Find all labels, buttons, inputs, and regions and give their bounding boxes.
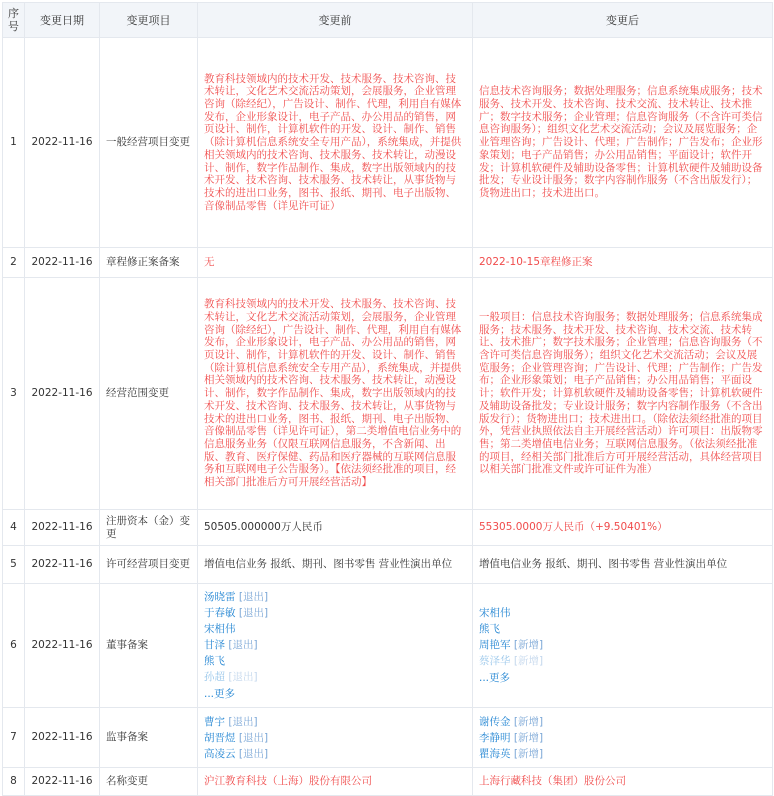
person-list xyxy=(479,605,766,669)
row-after xyxy=(473,510,773,546)
person-list xyxy=(204,589,466,685)
table-row xyxy=(3,278,773,510)
table-row xyxy=(3,708,773,768)
row-before: 增值电信业务 报纸、期刊、图书零售 营业性演出单位 xyxy=(198,546,473,584)
table-row xyxy=(3,510,773,546)
row-before xyxy=(198,708,473,768)
more-link[interactable]: ...更多 xyxy=(204,687,236,700)
row-item: 经营范围变更 xyxy=(100,278,198,510)
row-date: 2022-11-16 xyxy=(25,708,100,768)
row-date: 2022-11-16 xyxy=(25,768,100,796)
header-date: 变更日期 xyxy=(25,3,100,38)
person-link[interactable]: 宋相伟 xyxy=(204,622,236,635)
table-row xyxy=(3,768,773,796)
person-link[interactable]: 高凌云 [退出] xyxy=(204,747,269,760)
person-link[interactable]: 熊飞 xyxy=(479,622,500,635)
row-seq: 3 xyxy=(3,278,25,510)
row-date: 2022-11-16 xyxy=(25,546,100,584)
row-before xyxy=(198,584,473,708)
header-before: 变更前 xyxy=(198,3,473,38)
row-item: 董事备案 xyxy=(100,584,198,708)
before-text: 沪江教育科技（上海）股份有限公司 xyxy=(204,775,372,788)
row-seq: 8 xyxy=(3,768,25,796)
person-link[interactable]: 汤晓雷 [退出] xyxy=(204,590,269,603)
row-date: 2022-11-16 xyxy=(25,278,100,510)
row-after xyxy=(473,248,773,278)
person-link[interactable]: 瞿海英 [新增] xyxy=(479,747,544,760)
row-before xyxy=(198,768,473,796)
after-text: 上海行藏科技（集团）股份公司 xyxy=(479,775,626,788)
row-seq: 5 xyxy=(3,546,25,584)
row-after xyxy=(473,768,773,796)
before-text: 教育科技领域内的技术开发、技术服务、技术咨询、技术转让，文化艺术交流活动策划，会展服务，企业管理咨询（除经纪），广告设计、制作、代理，利用自有媒体发布，企业形象设计，电子产品、办公用品的销售，网页设计、制作，计算机软件的开发、设计、制作、销售（除计算机信息系统安全专用产品），系统集成，并提供相关领域内的技术咨询、技术服务、技术转让，动漫设计、制作，数字作品制作、集成，数字出版领域内的技术开发、技术咨询、技术服务、技术转让，从事货物与技术的进出口业务，图书、报纸、期刊、电子出版物、音像制品零售（详见许可证） xyxy=(204,72,462,212)
after-text: 55305.0000万人民币（+9.50401%） xyxy=(479,521,668,534)
table-row xyxy=(3,248,773,278)
after-text: 2022-10-15章程修正案 xyxy=(479,256,593,269)
table-row xyxy=(3,38,773,248)
row-seq: 7 xyxy=(3,708,25,768)
row-item: 注册资本（金）变更 xyxy=(100,510,198,546)
row-date: 2022-11-16 xyxy=(25,510,100,546)
person-link[interactable]: 曹宇 [退出] xyxy=(204,715,258,728)
row-item: 一般经营项目变更 xyxy=(100,38,198,248)
row-seq: 2 xyxy=(3,248,25,278)
after-text: 信息技术咨询服务；数据处理服务；信息系统集成服务；技术服务、技术开发、技术咨询、技术交流、技术转让、技术推广；数字技术服务；企业管理；信息咨询服务（不含许可类信息咨询服务）；组织文化艺术交流活动；会议及展览服务；企业管理咨询；广告设计、代理；广告制作；广告发布；企业形象策划；电子产品销售；办公用品销售；平面设计；软件开发；计算机软硬件及辅助设备零售；计算机软硬件及辅助设备批发；专业设计服务；数字内容制作服务（不含出版发行）；货物进出口；技术进出口。 xyxy=(479,85,763,199)
row-item: 监事备案 xyxy=(100,708,198,768)
table-row xyxy=(3,546,773,584)
row-after xyxy=(473,278,773,510)
header-item: 变更项目 xyxy=(100,3,198,38)
row-before xyxy=(198,248,473,278)
row-date: 2022-11-16 xyxy=(25,584,100,708)
row-after xyxy=(473,708,773,768)
row-seq: 1 xyxy=(3,38,25,248)
header-seq: 序号 xyxy=(3,3,25,38)
row-item: 名称变更 xyxy=(100,768,198,796)
row-before: 50505.000000万人民币 xyxy=(198,510,473,546)
row-after xyxy=(473,584,773,708)
row-date: 2022-11-16 xyxy=(25,248,100,278)
person-link[interactable]: 胡晋煜 [退出] xyxy=(204,731,269,744)
before-text: 教育科技领域内的技术开发、技术服务、技术咨询、技术转让，文化艺术交流活动策划，会展服务，企业管理咨询（除经纪），广告设计、制作、代理，利用自有媒体发布，企业形象设计，电子产品、办公用品的销售，网页设计、制作，计算机软件的开发、设计、制作、销售（除计算机信息系统安全专用产品），系统集成，并提供相关领域内的技术咨询、技术服务、技术转让，动漫设计、制作，数字作品制作、集成，数字出版领域内的技术开发、技术咨询、技术服务、技术转让，从事货物与技术的进出口业务，图书、报纸、期刊、电子出版物、音像制品零售（详见许可证），第二类增值电信业务中的信息服务业务（仅限互联网信息服务，不含新闻、出版、教育、医疗保健、药品和医疗器械的互联网信息服务和互联网电子公告服务）。【依法须经批准的项目，经相关部门批准后方可开展经营活动】 xyxy=(204,298,462,489)
person-link[interactable]: 甘泽 [退出] xyxy=(204,638,258,651)
person-link[interactable]: 周艳军 [新增] xyxy=(479,638,544,651)
row-seq: 4 xyxy=(3,510,25,546)
header-after: 变更后 xyxy=(473,3,773,38)
person-link[interactable]: 宋相伟 xyxy=(479,606,511,619)
row-date: 2022-11-16 xyxy=(25,38,100,248)
row-seq: 6 xyxy=(3,584,25,708)
person-link[interactable]: 蔡泽华 [新增] xyxy=(479,654,544,667)
before-text: 无 xyxy=(204,256,215,269)
table-header xyxy=(3,3,773,38)
person-link[interactable]: 于春敏 [退出] xyxy=(204,606,269,619)
more-link[interactable]: ...更多 xyxy=(479,671,511,684)
change-records-table xyxy=(2,2,773,796)
row-before xyxy=(198,38,473,248)
row-after xyxy=(473,38,773,248)
person-link[interactable]: 谢传金 [新增] xyxy=(479,715,544,728)
row-item: 章程修正案备案 xyxy=(100,248,198,278)
after-text: 一般项目：信息技术咨询服务；数据处理服务；信息系统集成服务；技术服务、技术开发、技术咨询、技术交流、技术转让、技术推广；数字技术服务；企业管理；信息咨询服务（不含许可类信息咨询服务）；组织文化艺术交流活动；会议及展览服务；企业管理咨询；广告设计、代理；广告制作；广告发布；企业形象策划；电子产品销售；办公用品销售；平面设计；软件开发；计算机软硬件及辅助设备零售；计算机软硬件及辅助设备批发；专业设计服务；数字内容制作服务（不含出版发行）；货物进出口；技术进出口。（除依法须经批准的项目外，凭营业执照依法自主开展经营活动）许可项目：出版物零售；第二类增值电信业务；互联网信息服务。（依法须经批准的项目，经相关部门批准后方可开展经营活动，具体经营项目以相关部门批准文件或许可证件为准） xyxy=(479,310,763,476)
person-link[interactable]: 李静明 [新增] xyxy=(479,731,544,744)
row-item: 许可经营项目变更 xyxy=(100,546,198,584)
person-link[interactable]: 熊飞 xyxy=(204,654,225,667)
row-before xyxy=(198,278,473,510)
table-row xyxy=(3,584,773,708)
person-link[interactable]: 孙超 [退出] xyxy=(204,670,258,683)
row-after: 增值电信业务 报纸、期刊、图书零售 营业性演出单位 xyxy=(473,546,773,584)
